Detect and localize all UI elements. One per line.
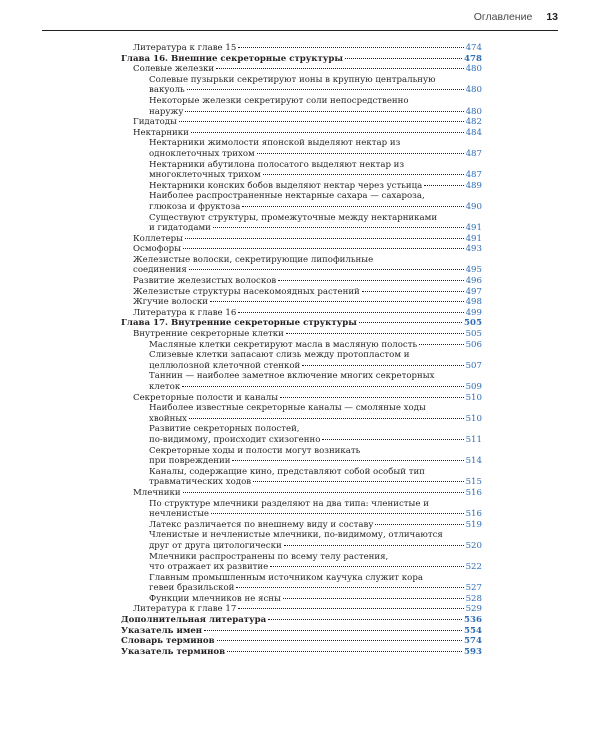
- toc-entry-text: Функции млечников не ясны: [149, 593, 281, 604]
- toc-page-number[interactable]: 554: [464, 625, 482, 636]
- toc-entry-text: Внутренние секреторные клетки: [133, 329, 284, 340]
- toc-entry-text: Секреторные ходы и полости могут возникать: [149, 445, 361, 456]
- toc-entry-text: По структуре млечники разделяют на два типа: членистые и: [149, 498, 429, 509]
- toc-page-number[interactable]: 509: [465, 382, 482, 392]
- toc-entry-text: Солевые железки: [133, 64, 215, 75]
- dot-leader: [183, 492, 464, 493]
- toc-entry-text: Главным промышленным источником каучука служит кора: [149, 572, 423, 583]
- toc-entry[interactable]: [121, 160, 482, 181]
- toc-entry-text: и гидатодами: [149, 223, 211, 234]
- section-title: Оглавление: [473, 11, 533, 23]
- toc-page-number[interactable]: 491: [465, 223, 482, 234]
- toc-page-number[interactable]: 536: [464, 615, 482, 626]
- toc-page-number[interactable]: 511: [465, 434, 482, 445]
- toc-entry[interactable]: [121, 552, 482, 573]
- dot-leader: [216, 68, 463, 69]
- toc-entry[interactable]: [121, 604, 482, 615]
- dot-leader: [217, 640, 462, 641]
- toc-entry-text: Наиболее известные секреторные каналы — смоляные ходы: [149, 403, 426, 414]
- toc-entry[interactable]: [121, 128, 482, 139]
- dot-leader: [187, 89, 464, 90]
- toc-entry-text: Дополнительная литература: [121, 615, 267, 626]
- dot-leader: [286, 333, 464, 334]
- toc-entry-text: нечленистые: [149, 509, 209, 520]
- toc-entry-text: Секреторные полости и каналы: [133, 392, 279, 403]
- toc-page-number[interactable]: 480: [465, 85, 482, 96]
- dot-leader: [185, 238, 464, 239]
- dot-leader: [232, 460, 463, 461]
- dot-leader: [183, 248, 464, 249]
- toc-entry-text: соединения: [133, 265, 187, 276]
- toc-page-number[interactable]: 484: [465, 127, 482, 138]
- toc-page-number[interactable]: 516: [465, 509, 482, 520]
- toc-entry-text: Нектарники: [133, 127, 189, 138]
- toc-entry-text: Масляные клетки секретируют масла в масляную полость: [149, 339, 418, 350]
- toc-page-number[interactable]: 495: [465, 265, 482, 276]
- toc-entry[interactable]: [121, 403, 482, 424]
- table-of-contents: [121, 43, 482, 657]
- toc-entry-text: Нектарники абутилона полосатого выделяют нектар из: [149, 159, 405, 170]
- toc-entry-text: Железистые волоски, секретирующие липофильные: [133, 254, 374, 265]
- dot-leader: [242, 206, 463, 207]
- toc-entry[interactable]: [121, 213, 482, 234]
- toc-entry[interactable]: [121, 75, 482, 96]
- toc-entry[interactable]: [121, 499, 482, 520]
- toc-entry-text: Некоторые железки секретируют соли непосредственно: [149, 95, 409, 106]
- dot-leader: [238, 312, 463, 313]
- dot-leader: [210, 301, 464, 302]
- dot-leader: [424, 185, 463, 186]
- header-rule: [42, 30, 558, 31]
- toc-entry-text: гевеи бразильской: [149, 583, 235, 594]
- toc-page-number[interactable]: 498: [465, 297, 482, 308]
- toc-entry[interactable]: [121, 594, 482, 605]
- toc-entry[interactable]: [121, 308, 482, 319]
- toc-entry[interactable]: [121, 138, 482, 159]
- toc-entry[interactable]: [121, 573, 482, 594]
- toc-entry[interactable]: [121, 117, 482, 128]
- toc-entry[interactable]: [121, 244, 482, 255]
- toc-entry-text: Железистые структуры насекомоядных растений: [133, 286, 360, 297]
- toc-page-number[interactable]: 505: [464, 318, 482, 329]
- toc-entry-text: одноклеточных трихом: [149, 148, 255, 159]
- toc-chapter-entry[interactable]: [121, 626, 482, 637]
- dot-leader: [189, 269, 464, 270]
- toc-entry[interactable]: [121, 393, 482, 404]
- dot-leader: [375, 524, 463, 525]
- dot-leader: [278, 280, 463, 281]
- dot-leader: [302, 365, 463, 366]
- toc-entry-text: Латекс различается по внешнему виду и составу: [149, 519, 374, 530]
- toc-entry[interactable]: [121, 64, 482, 75]
- dot-leader: [189, 418, 464, 419]
- toc-entry-text: Литература к главе 16: [133, 307, 237, 318]
- dot-leader: [359, 322, 462, 323]
- toc-entry-text: Солевые пузырьки секретируют ионы в крупную центральную: [149, 74, 436, 85]
- dot-leader: [268, 619, 462, 620]
- toc-chapter-entry[interactable]: [121, 54, 482, 65]
- toc-page-number[interactable]: 527: [465, 583, 482, 594]
- toc-entry[interactable]: [121, 43, 482, 54]
- dot-leader: [185, 111, 463, 112]
- dot-leader: [283, 598, 464, 599]
- toc-entry-text: Глава 16. Внешние секреторные структуры: [121, 53, 343, 64]
- running-header: [42, 11, 558, 23]
- toc-page-number[interactable]: 520: [465, 540, 482, 551]
- toc-page-number[interactable]: 507: [465, 360, 482, 371]
- toc-page-number[interactable]: 493: [465, 244, 482, 255]
- toc-entry-text: Каналы, содержащие кино, представляют собой особый тип: [149, 466, 425, 477]
- toc-page-number[interactable]: 496: [465, 276, 482, 287]
- toc-page-number[interactable]: 487: [465, 170, 482, 181]
- toc-page-number[interactable]: 506: [465, 339, 482, 350]
- toc-page-number[interactable]: 522: [465, 562, 482, 573]
- toc-entry[interactable]: [121, 297, 482, 308]
- toc-entry-text: Млечники: [133, 487, 181, 498]
- toc-page-number[interactable]: 505: [465, 329, 482, 340]
- toc-entry-text: Указатель имен: [121, 625, 203, 636]
- dot-leader: [204, 630, 462, 631]
- toc-entry-text: Литература к главе 17: [133, 604, 237, 615]
- toc-entry-text: Слизевые клетки запасают слизь между протопластом и: [149, 350, 410, 361]
- toc-page-number[interactable]: 510: [465, 413, 482, 424]
- toc-entry[interactable]: [121, 446, 482, 467]
- toc-entry-text: Развитие железистых волосков: [133, 276, 277, 287]
- toc-page-number[interactable]: 480: [465, 106, 482, 117]
- toc-entry[interactable]: [121, 424, 482, 445]
- toc-page-number[interactable]: 490: [465, 201, 482, 212]
- toc-chapter-entry[interactable]: [121, 636, 482, 647]
- dot-leader: [362, 291, 464, 292]
- toc-entry-text: хвойных: [149, 413, 188, 424]
- toc-page-number[interactable]: 529: [465, 604, 482, 615]
- dot-leader: [257, 153, 464, 154]
- toc-entry-text: целлюлозной клеточной стенкой: [149, 360, 301, 371]
- dot-leader: [345, 58, 462, 59]
- toc-page-number[interactable]: 491: [465, 233, 482, 244]
- toc-entry-text: глюкоза и фруктоза: [149, 201, 241, 212]
- toc-entry[interactable]: [121, 520, 482, 531]
- dot-leader: [227, 651, 462, 652]
- toc-entry[interactable]: [121, 96, 482, 117]
- toc-entry-text: Коллетеры: [133, 233, 184, 244]
- toc-entry-text: Литература к главе 15: [133, 43, 237, 53]
- toc-entry-text: Жгучие волоски: [133, 297, 208, 308]
- dot-leader: [238, 47, 463, 48]
- toc-entry[interactable]: [121, 467, 482, 488]
- toc-page-number[interactable]: 497: [465, 286, 482, 297]
- toc-page-number[interactable]: 478: [464, 53, 482, 64]
- page-number: 13: [546, 11, 558, 23]
- toc-entry-text: многоклеточных трихом: [149, 170, 261, 181]
- toc-entry[interactable]: [121, 329, 482, 340]
- toc-page-number[interactable]: 482: [465, 117, 482, 128]
- toc-entry[interactable]: [121, 287, 482, 298]
- dot-leader: [280, 397, 463, 398]
- toc-entry-text: Нектарники конских бобов выделяют нектар через устьица: [149, 180, 423, 191]
- dot-leader: [191, 132, 464, 133]
- toc-entry-text: Таннин — наиболее заметное включение многих секреторных: [149, 371, 435, 382]
- toc-entry-text: Существуют структуры, промежуточные между нектарниками: [149, 212, 438, 223]
- dot-leader: [238, 608, 463, 609]
- dot-leader: [284, 545, 464, 546]
- toc-entry[interactable]: [121, 255, 482, 276]
- toc-entry[interactable]: [121, 181, 482, 192]
- toc-page-number[interactable]: 528: [465, 593, 482, 604]
- dot-leader: [213, 227, 464, 228]
- toc-entry-text: Глава 17. Внутренние секреторные структуры: [121, 318, 357, 329]
- dot-leader: [236, 587, 463, 588]
- toc-chapter-entry[interactable]: [121, 647, 482, 658]
- toc-chapter-entry[interactable]: [121, 615, 482, 626]
- toc-entry-text: Членистые и нечленистые млечники, по-видимому, отличаются: [149, 530, 443, 541]
- toc-entry-text: наружу: [149, 106, 184, 117]
- toc-page-number[interactable]: 474: [465, 43, 482, 53]
- dot-leader: [322, 439, 463, 440]
- toc-page-number[interactable]: 519: [465, 519, 482, 530]
- toc-page-number[interactable]: 480: [465, 64, 482, 75]
- toc-page-number[interactable]: 499: [465, 307, 482, 318]
- toc-entry-text: друг от друга цитологически: [149, 540, 282, 551]
- toc-entry-text: Млечники распространены по всему телу растения,: [149, 551, 389, 562]
- toc-entry[interactable]: [121, 371, 482, 392]
- toc-entry[interactable]: [121, 340, 482, 351]
- dot-leader: [419, 344, 463, 345]
- toc-entry-text: вакуоль: [149, 85, 185, 96]
- toc-page-number[interactable]: 574: [464, 636, 482, 647]
- toc-page-number[interactable]: 489: [465, 180, 482, 191]
- toc-entry-text: что отражает их развитие: [149, 562, 269, 573]
- toc-chapter-entry[interactable]: [121, 318, 482, 329]
- dot-leader: [179, 121, 464, 122]
- toc-entry-text: Указатель терминов: [121, 646, 226, 657]
- dot-leader: [253, 481, 464, 482]
- toc-page-number[interactable]: 510: [465, 392, 482, 403]
- toc-entry[interactable]: [121, 191, 482, 212]
- toc-entry[interactable]: [121, 276, 482, 287]
- toc-entry[interactable]: [121, 350, 482, 371]
- dot-leader: [182, 386, 463, 387]
- toc-page-number[interactable]: 487: [465, 148, 482, 159]
- toc-entry-text: Гидатоды: [133, 117, 177, 128]
- toc-page-number[interactable]: 516: [465, 487, 482, 498]
- toc-page-number[interactable]: 514: [465, 456, 482, 467]
- toc-entry-text: травматических ходов: [149, 477, 252, 488]
- dot-leader: [270, 566, 463, 567]
- toc-entry-text: Развитие секреторных полостей,: [149, 424, 300, 435]
- toc-page-number[interactable]: 515: [465, 477, 482, 488]
- dot-leader: [211, 513, 464, 514]
- toc-entry-text: клеток: [149, 382, 181, 392]
- toc-entry-text: Нектарники жимолости японской выделяют нектар из: [149, 138, 401, 149]
- toc-entry-text: Наиболее распространенные нектарные сахара — сахароза,: [149, 191, 425, 202]
- toc-entry-text: при повреждении: [149, 456, 231, 467]
- toc-entry-text: Словарь терминов: [121, 636, 215, 647]
- toc-entry[interactable]: [121, 488, 482, 499]
- toc-entry-text: Осмофоры: [133, 244, 181, 255]
- toc-entry[interactable]: [121, 234, 482, 245]
- toc-page-number[interactable]: 593: [464, 646, 482, 657]
- dot-leader: [263, 174, 464, 175]
- toc-entry-text: по-видимому, происходит схизогенно: [149, 434, 321, 445]
- toc-entry[interactable]: [121, 530, 482, 551]
